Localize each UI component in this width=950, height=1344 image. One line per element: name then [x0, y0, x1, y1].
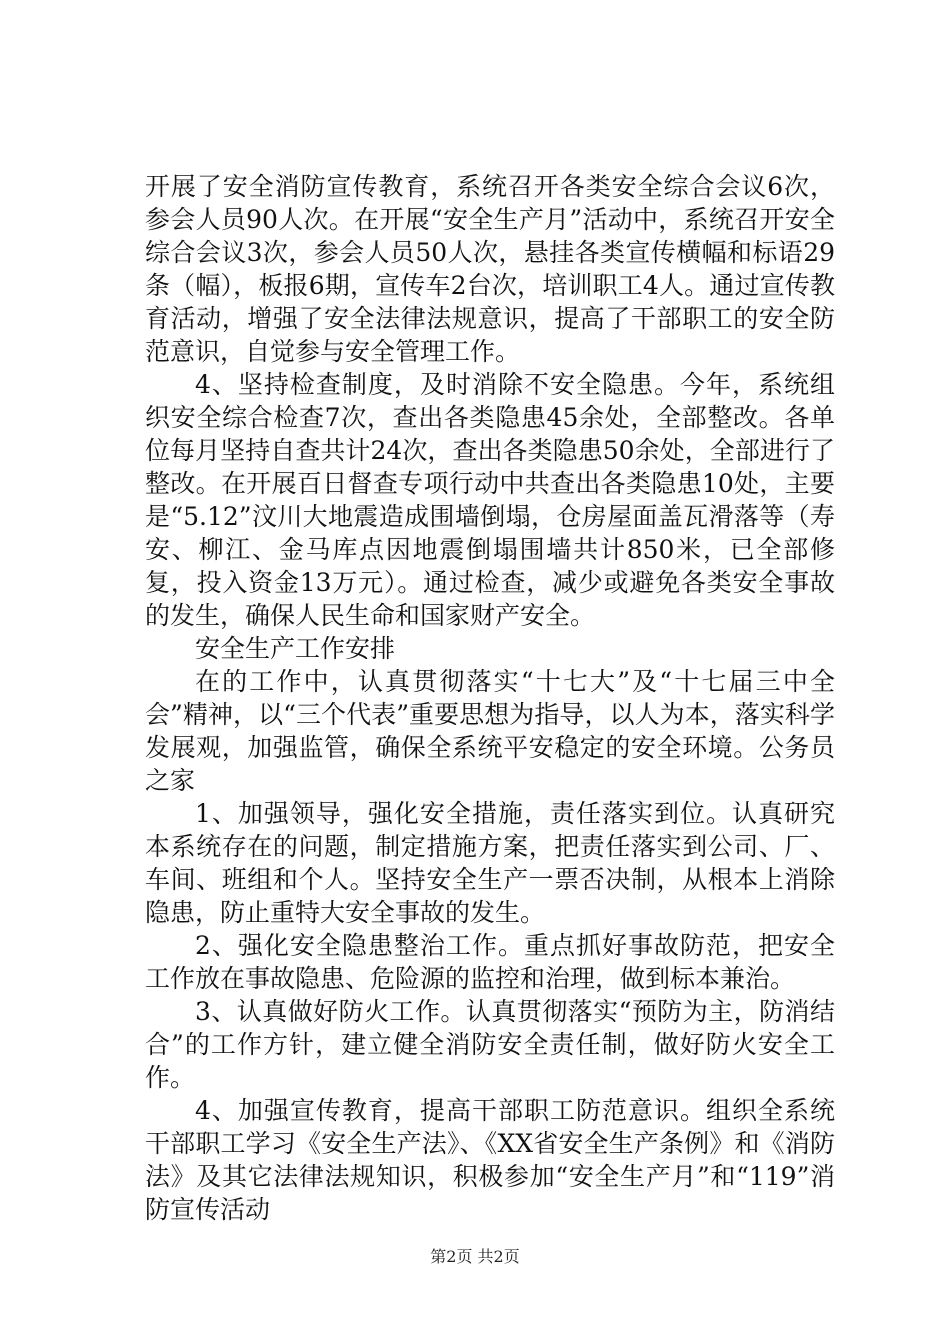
paragraph-item-hazard-rectification: 2、强化安全隐患整治工作。重点抓好事故防范，把安全工作放在事故隐患、危险源的监控和治理，做到标本兼治。: [145, 931, 835, 993]
paragraph-work-guidance: 在的工作中，认真贯彻落实“十七大”及“十七届三中全会”精神，以“三个代表”重要思想为指导，以人为本，落实科学发展观，加强监管，确保全系统平安稳定的安全环境。公务员之家: [145, 667, 835, 795]
paragraph-item-publicity-education: 4、加强宣传教育，提高干部职工防范意识。组织全系统干部职工学习《安全生产法》、《XX省安全生产条例》和《消防法》及其它法律法规知识，积极参加“安全生产月”和“119”消防宣传活动: [145, 1096, 835, 1224]
section-heading-work-arrangement: 安全生产工作安排: [195, 634, 396, 663]
page-footer: 第2页 共2页: [430, 1247, 520, 1266]
paragraph-item-fire-prevention: 3、认真做好防火工作。认真贯彻落实“预防为主，防消结合”的工作方针，建立健全消防安全责任制，做好防火安全工作。: [145, 997, 835, 1092]
paragraph-inspection-system: 4、坚持检查制度，及时消除不安全隐患。今年，系统组织安全综合检查7次，查出各类隐患45余处，全部整改。各单位每月坚持自查共计24次，查出各类隐患50余处，全部进行了整改。在开展百日督查专项行动中共查出各类隐患10处，主要是“5.12”汶川大地震造成围墙倒塌，仓房屋面盖瓦滑落等（寿安、柳江、金马库点因地震倒塌围墙共计850米，已全部修复，投入资金13万元）。通过检查，减少或避免各类安全事故的发生，确保人民生命和国家财产安全。: [145, 370, 835, 630]
paragraph-publicity-continued: 开展了安全消防宣传教育，系统召开各类安全综合会议6次，参会人员90人次。在开展“安全生产月”活动中，系统召开安全综合会议3次，参会人员50人次，悬挂各类宣传横幅和标语29条（幅），板报6期，宣传车2台次，培训职工4人。通过宣传教育活动，增强了安全法律法规意识，提高了干部职工的安全防范意识，自觉参与安全管理工作。: [145, 172, 835, 366]
paragraph-item-leadership: 1、加强领导，强化安全措施，责任落实到位。认真研究本系统存在的问题，制定措施方案，把责任落实到公司、厂、车间、班组和个人。坚持安全生产一票否决制，从根本上消除隐患，防止重特大安全事故的发生。: [145, 799, 835, 927]
document-body: [145, 170, 835, 1226]
